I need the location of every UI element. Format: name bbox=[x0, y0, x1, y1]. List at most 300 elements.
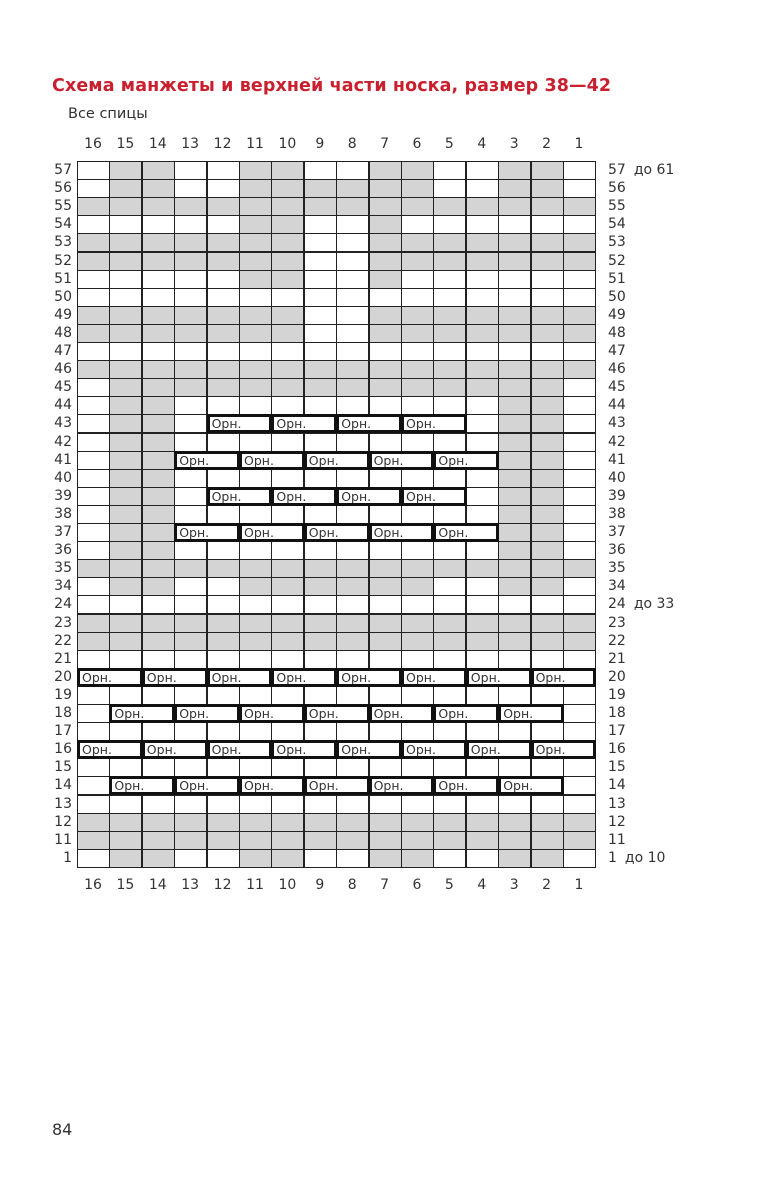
chart-cell bbox=[304, 197, 337, 216]
chart-cell bbox=[531, 360, 564, 379]
ornament-box: Орн. bbox=[498, 704, 564, 723]
chart-cell bbox=[498, 324, 531, 343]
chart-cell bbox=[498, 577, 531, 596]
chart-cell bbox=[466, 270, 499, 289]
chart-cell bbox=[239, 197, 272, 216]
chart-cell bbox=[271, 595, 304, 614]
row-number: 17 bbox=[608, 723, 626, 740]
chart-cell bbox=[563, 270, 596, 289]
chart-cell bbox=[466, 233, 499, 252]
chart-cell bbox=[466, 650, 499, 669]
chart-cell bbox=[207, 215, 240, 234]
row-label-left: 46 bbox=[54, 361, 72, 378]
chart-cell bbox=[142, 577, 175, 596]
chart-cell bbox=[336, 758, 369, 777]
chart-cell bbox=[336, 252, 369, 271]
chart-cell bbox=[77, 650, 110, 669]
chart-cell bbox=[466, 632, 499, 651]
chart-cell bbox=[369, 505, 402, 524]
chart-cell bbox=[498, 360, 531, 379]
chart-cell bbox=[174, 215, 207, 234]
row-number: 55 bbox=[608, 198, 626, 215]
row-label-left: 48 bbox=[54, 324, 72, 341]
row-label-left: 13 bbox=[54, 795, 72, 812]
row-label-right bbox=[608, 813, 626, 831]
chart-cell bbox=[498, 378, 531, 397]
ornament-box: Орн. bbox=[433, 523, 499, 542]
chart-cell bbox=[531, 505, 564, 524]
chart-cell bbox=[531, 414, 564, 433]
column-label-bottom: 16 bbox=[84, 876, 102, 893]
row-range-note: до 10 bbox=[624, 849, 666, 866]
chart-cell bbox=[531, 795, 564, 814]
row-label-right bbox=[608, 541, 626, 559]
column-label-top: 3 bbox=[509, 136, 519, 152]
chart-cell bbox=[207, 233, 240, 252]
chart-cell bbox=[109, 378, 142, 397]
chart-cell bbox=[109, 360, 142, 379]
chart-cell bbox=[369, 342, 402, 361]
chart-cell bbox=[271, 270, 304, 289]
chart-cell bbox=[498, 523, 531, 542]
row-label-left: 24 bbox=[54, 596, 72, 613]
chart-cell bbox=[239, 831, 272, 850]
chart-cell bbox=[369, 632, 402, 651]
chart-cell bbox=[401, 306, 434, 325]
chart-cell bbox=[77, 414, 110, 433]
row-number: 43 bbox=[608, 415, 626, 432]
chart-cell bbox=[563, 215, 596, 234]
chart-cell bbox=[336, 541, 369, 560]
ornament-box: Орн. bbox=[174, 776, 240, 795]
row-label-left: 16 bbox=[54, 741, 72, 758]
row-label-left: 22 bbox=[54, 632, 72, 649]
chart-cell bbox=[498, 451, 531, 470]
ornament-box: Орн. bbox=[433, 451, 499, 470]
chart-cell bbox=[369, 577, 402, 596]
chart-cell bbox=[174, 433, 207, 452]
row-label-right bbox=[608, 776, 626, 794]
chart-cell bbox=[369, 360, 402, 379]
chart-cell bbox=[563, 505, 596, 524]
chart-cell bbox=[498, 541, 531, 560]
chart-cell bbox=[466, 541, 499, 560]
row-label-left: 44 bbox=[54, 397, 72, 414]
chart-cell bbox=[109, 433, 142, 452]
chart-cell bbox=[336, 632, 369, 651]
row-label-left: 38 bbox=[54, 505, 72, 522]
chart-cell bbox=[239, 252, 272, 271]
chart-cell bbox=[174, 831, 207, 850]
chart-cell bbox=[304, 360, 337, 379]
chart-cell bbox=[563, 541, 596, 560]
column-label-bottom: 11 bbox=[246, 876, 264, 893]
chart-cell bbox=[498, 795, 531, 814]
chart-cell bbox=[369, 324, 402, 343]
chart-cell bbox=[433, 396, 466, 415]
row-label-right bbox=[608, 632, 626, 650]
chart-cell bbox=[174, 233, 207, 252]
ornament-box: Орн. bbox=[174, 451, 240, 470]
chart-cell bbox=[109, 270, 142, 289]
chart-cell bbox=[142, 414, 175, 433]
chart-cell bbox=[336, 360, 369, 379]
row-label-right bbox=[608, 469, 626, 487]
chart-cell bbox=[77, 451, 110, 470]
chart-cell bbox=[498, 414, 531, 433]
row-label-left: 52 bbox=[54, 252, 72, 269]
chart-cell bbox=[207, 252, 240, 271]
chart-cell bbox=[109, 577, 142, 596]
chart-cell bbox=[401, 595, 434, 614]
chart-cell bbox=[401, 378, 434, 397]
chart-cell bbox=[336, 270, 369, 289]
chart-cell bbox=[77, 505, 110, 524]
ornament-box: Орн. bbox=[239, 776, 305, 795]
chart-cell bbox=[466, 505, 499, 524]
chart-cell bbox=[207, 396, 240, 415]
chart-cell bbox=[271, 541, 304, 560]
row-label-right bbox=[608, 487, 626, 505]
row-number: 23 bbox=[608, 614, 626, 631]
chart-cell bbox=[142, 451, 175, 470]
chart-cell bbox=[239, 288, 272, 307]
ornament-box: Орн. bbox=[174, 704, 240, 723]
chart-cell bbox=[336, 469, 369, 488]
chart-cell bbox=[109, 541, 142, 560]
chart-cell bbox=[239, 179, 272, 198]
chart-cell bbox=[174, 559, 207, 578]
chart-cell bbox=[207, 505, 240, 524]
chart-cell bbox=[239, 270, 272, 289]
chart-cell bbox=[109, 252, 142, 271]
chart-cell bbox=[304, 650, 337, 669]
chart-cell bbox=[563, 288, 596, 307]
chart-cell bbox=[336, 378, 369, 397]
chart-cell bbox=[563, 433, 596, 452]
column-label-top: 14 bbox=[148, 136, 167, 152]
chart-cell bbox=[336, 197, 369, 216]
chart-cell bbox=[142, 324, 175, 343]
row-label-right bbox=[608, 252, 626, 270]
chart-cell bbox=[466, 215, 499, 234]
ornament-box: Орн. bbox=[77, 740, 143, 759]
ornament-box: Орн. bbox=[239, 523, 305, 542]
chart-cell bbox=[466, 433, 499, 452]
chart-cell bbox=[466, 722, 499, 741]
chart-cell bbox=[109, 197, 142, 216]
chart-cell bbox=[401, 179, 434, 198]
chart-cell bbox=[109, 523, 142, 542]
chart-cell bbox=[336, 396, 369, 415]
row-label-right bbox=[608, 686, 626, 704]
row-label-right bbox=[608, 595, 674, 613]
row-label-left: 57 bbox=[54, 162, 72, 178]
chart-cell bbox=[174, 396, 207, 415]
chart-cell bbox=[498, 433, 531, 452]
chart-cell bbox=[142, 795, 175, 814]
chart-cell bbox=[498, 342, 531, 361]
chart-cell bbox=[239, 342, 272, 361]
row-number: 24 bbox=[608, 596, 626, 613]
row-label-right bbox=[608, 614, 626, 632]
row-label-left: 23 bbox=[54, 614, 72, 631]
chart-cell bbox=[304, 614, 337, 633]
chart-cell bbox=[401, 215, 434, 234]
ornament-box: Орн. bbox=[401, 668, 467, 687]
chart-cell bbox=[174, 360, 207, 379]
chart-cell bbox=[498, 632, 531, 651]
ornament-box: Орн. bbox=[531, 668, 597, 687]
row-number: 22 bbox=[608, 632, 626, 649]
chart-cell bbox=[336, 831, 369, 850]
row-number: 18 bbox=[608, 705, 626, 721]
column-label-bottom: 10 bbox=[278, 876, 297, 893]
chart-cell bbox=[531, 252, 564, 271]
chart-cell bbox=[401, 360, 434, 379]
chart-cell bbox=[401, 813, 434, 832]
chart-cell bbox=[498, 650, 531, 669]
chart-cell bbox=[109, 831, 142, 850]
chart-cell bbox=[77, 523, 110, 542]
chart-cell bbox=[369, 270, 402, 289]
chart-cell bbox=[466, 614, 499, 633]
chart-cell bbox=[498, 487, 531, 506]
chart-cell bbox=[498, 179, 531, 198]
column-label-bottom: 13 bbox=[181, 876, 200, 893]
chart-cell bbox=[369, 252, 402, 271]
chart-cell bbox=[531, 813, 564, 832]
chart-cell bbox=[271, 577, 304, 596]
row-number: 51 bbox=[608, 270, 626, 287]
chart-cell bbox=[239, 233, 272, 252]
chart-cell bbox=[174, 758, 207, 777]
chart-cell bbox=[239, 849, 272, 868]
chart-cell bbox=[369, 813, 402, 832]
chart-cell bbox=[563, 686, 596, 705]
chart-cell bbox=[239, 559, 272, 578]
chart-cell bbox=[433, 378, 466, 397]
chart-cell bbox=[77, 487, 110, 506]
chart-cell bbox=[563, 795, 596, 814]
chart-cell bbox=[77, 704, 110, 723]
row-label-right bbox=[608, 396, 626, 414]
column-label-top: 12 bbox=[213, 136, 232, 152]
chart-cell bbox=[142, 650, 175, 669]
chart-cell bbox=[304, 161, 337, 180]
chart-cell bbox=[563, 324, 596, 343]
chart-cell bbox=[142, 541, 175, 560]
row-label-right bbox=[608, 650, 626, 668]
chart-cell bbox=[142, 595, 175, 614]
chart-cell bbox=[531, 632, 564, 651]
column-label-top: 7 bbox=[380, 136, 390, 152]
row-label-right bbox=[608, 722, 626, 740]
chart-cell bbox=[433, 233, 466, 252]
chart-cell bbox=[207, 179, 240, 198]
row-number: 1 bbox=[608, 849, 617, 866]
chart-cell bbox=[433, 252, 466, 271]
ornament-box: Орн. bbox=[531, 740, 597, 759]
chart-cell bbox=[401, 632, 434, 651]
chart-cell bbox=[142, 179, 175, 198]
chart-cell bbox=[304, 577, 337, 596]
chart-cell bbox=[174, 469, 207, 488]
column-label-bottom: 6 bbox=[412, 876, 422, 893]
ornament-box: Орн. bbox=[271, 414, 337, 433]
ornament-box: Орн. bbox=[271, 487, 337, 506]
chart-cell bbox=[142, 632, 175, 651]
chart-cell bbox=[239, 215, 272, 234]
chart-cell bbox=[239, 433, 272, 452]
chart-cell bbox=[207, 632, 240, 651]
chart-cell bbox=[207, 795, 240, 814]
chart-cell bbox=[174, 161, 207, 180]
chart-cell bbox=[271, 288, 304, 307]
chart-cell bbox=[498, 288, 531, 307]
chart-cell bbox=[433, 360, 466, 379]
chart-cell bbox=[271, 559, 304, 578]
chart-cell bbox=[77, 433, 110, 452]
chart-cell bbox=[433, 469, 466, 488]
chart-cell bbox=[433, 215, 466, 234]
chart-cell bbox=[369, 306, 402, 325]
chart-cell bbox=[239, 577, 272, 596]
chart-cell bbox=[174, 614, 207, 633]
row-label-left: 40 bbox=[54, 469, 72, 486]
column-label-bottom: 12 bbox=[213, 876, 232, 893]
chart-cell bbox=[498, 396, 531, 415]
ornament-box: Орн. bbox=[304, 523, 370, 542]
chart-cell bbox=[77, 378, 110, 397]
chart-cell bbox=[207, 722, 240, 741]
row-label-left: 37 bbox=[54, 524, 72, 540]
ornament-box: Орн. bbox=[498, 776, 564, 795]
chart-cell bbox=[271, 469, 304, 488]
ornament-box: Орн. bbox=[401, 487, 467, 506]
chart-cell bbox=[466, 849, 499, 868]
row-label-left: 17 bbox=[54, 723, 72, 740]
chart-cell bbox=[142, 288, 175, 307]
chart-cell bbox=[304, 306, 337, 325]
chart-cell bbox=[142, 396, 175, 415]
chart-cell bbox=[207, 378, 240, 397]
row-label-right bbox=[608, 414, 626, 432]
chart-cell bbox=[109, 722, 142, 741]
chart-cell bbox=[563, 813, 596, 832]
chart-cell bbox=[271, 614, 304, 633]
chart-cell bbox=[369, 795, 402, 814]
chart-cell bbox=[498, 686, 531, 705]
chart-cell bbox=[239, 758, 272, 777]
chart-cell bbox=[466, 487, 499, 506]
chart-cell bbox=[498, 595, 531, 614]
row-label-left: 20 bbox=[54, 668, 72, 685]
chart-cell bbox=[336, 342, 369, 361]
row-label-right bbox=[608, 849, 665, 867]
chart-cell bbox=[531, 595, 564, 614]
ornament-box: Орн. bbox=[304, 704, 370, 723]
chart-cell bbox=[466, 324, 499, 343]
chart-cell bbox=[77, 342, 110, 361]
chart-cell bbox=[304, 541, 337, 560]
row-number: 20 bbox=[608, 668, 626, 685]
chart-cell bbox=[174, 849, 207, 868]
chart-cell bbox=[401, 233, 434, 252]
row-number: 21 bbox=[608, 650, 626, 667]
row-label-left: 1 bbox=[63, 849, 72, 866]
row-label-right bbox=[608, 704, 626, 722]
chart-cell bbox=[77, 595, 110, 614]
chart-cell bbox=[401, 396, 434, 415]
chart-cell bbox=[239, 722, 272, 741]
ornament-box: Орн. bbox=[336, 740, 402, 759]
chart-cell bbox=[304, 433, 337, 452]
row-number: 38 bbox=[608, 505, 626, 522]
chart-title: Схема манжеты и верхней части носка, размер 38—42 bbox=[52, 76, 612, 96]
chart-cell bbox=[563, 161, 596, 180]
column-label-bottom: 8 bbox=[347, 876, 357, 893]
chart-cell bbox=[563, 577, 596, 596]
row-label-left: 18 bbox=[54, 705, 72, 721]
chart-cell bbox=[174, 632, 207, 651]
chart-cell bbox=[239, 360, 272, 379]
chart-subtitle: Все спицы bbox=[68, 106, 148, 122]
chart-cell bbox=[433, 614, 466, 633]
row-label-right bbox=[608, 270, 626, 288]
chart-cell bbox=[142, 378, 175, 397]
ornament-box: Орн. bbox=[271, 740, 337, 759]
chart-cell bbox=[271, 831, 304, 850]
ornament-box: Орн. bbox=[401, 740, 467, 759]
ornament-box: Орн. bbox=[77, 668, 143, 687]
chart-cell bbox=[336, 324, 369, 343]
chart-cell bbox=[466, 179, 499, 198]
column-label-top: 10 bbox=[278, 136, 297, 152]
chart-cell bbox=[207, 270, 240, 289]
column-label-bottom: 4 bbox=[477, 876, 487, 893]
chart-cell bbox=[466, 414, 499, 433]
chart-cell bbox=[466, 396, 499, 415]
row-label-left: 49 bbox=[54, 306, 72, 323]
column-label-bottom: 9 bbox=[315, 876, 325, 893]
ornament-box: Орн. bbox=[369, 451, 435, 470]
row-range-note: до 61 bbox=[633, 162, 675, 178]
chart-cell bbox=[271, 161, 304, 180]
chart-cell bbox=[401, 686, 434, 705]
chart-cell bbox=[271, 813, 304, 832]
chart-cell bbox=[142, 306, 175, 325]
chart-cell bbox=[563, 849, 596, 868]
chart-cell bbox=[142, 686, 175, 705]
row-number: 56 bbox=[608, 180, 626, 197]
chart-cell bbox=[77, 360, 110, 379]
chart-cell bbox=[109, 451, 142, 470]
row-label-right bbox=[608, 559, 626, 577]
ornament-box: Орн. bbox=[207, 414, 273, 433]
ornament-box: Орн. bbox=[207, 740, 273, 759]
chart-cell bbox=[142, 831, 175, 850]
chart-cell bbox=[207, 595, 240, 614]
chart-cell bbox=[466, 559, 499, 578]
chart-cell bbox=[77, 577, 110, 596]
chart-cell bbox=[531, 306, 564, 325]
chart-cell bbox=[77, 541, 110, 560]
chart-cell bbox=[207, 469, 240, 488]
chart-cell bbox=[271, 179, 304, 198]
chart-cell bbox=[369, 758, 402, 777]
chart-cell bbox=[207, 288, 240, 307]
